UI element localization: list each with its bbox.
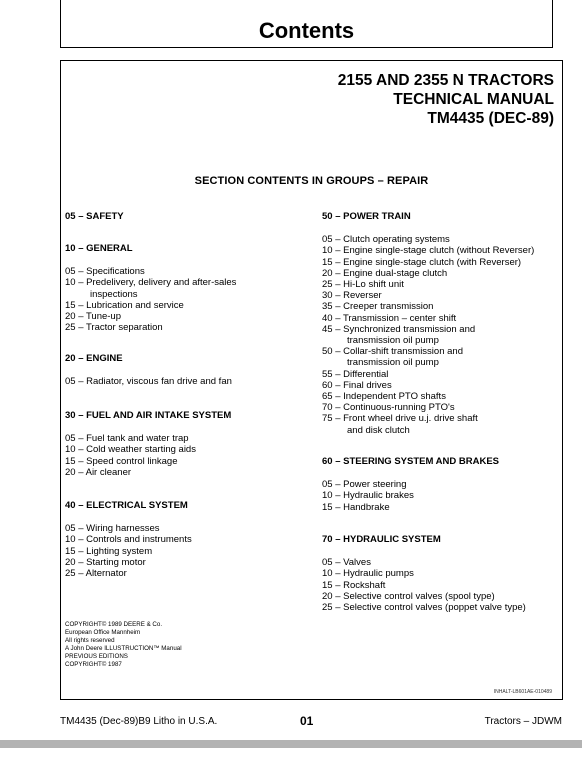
group-title: 05 – SAFETY <box>65 211 124 222</box>
group-30-fuel <box>65 410 231 478</box>
group-title: 40 – ELECTRICAL SYSTEM <box>65 500 188 511</box>
list-item: 75 – Front wheel drive u.j. drive shaft and disk clutch <box>322 413 478 436</box>
list-item: 20 – Starting motor <box>65 556 146 568</box>
image-code: INHALT-LB601AE-010489 <box>493 689 552 695</box>
list-item: 25 – Tractor separation <box>65 322 163 334</box>
list-item: 40 – Transmission – center shift <box>322 312 457 324</box>
contents-box <box>60 60 563 700</box>
group-05-safety <box>65 211 124 234</box>
group-60-steering <box>322 456 499 513</box>
group-20-engine <box>65 353 232 387</box>
list-item: 10 – Hydraulic brakes <box>322 490 414 502</box>
list-item: 25 – Hi-Lo shift unit <box>322 279 404 291</box>
list-item: 20 – Tune-up <box>65 311 121 323</box>
group-70-hydraulic <box>322 534 526 613</box>
copyright-line: European Office Mannheim <box>65 629 141 636</box>
copyright-notice <box>65 621 182 669</box>
list-item: 10 – Controls and instruments <box>65 534 192 546</box>
section-heading: SECTION CONTENTS IN GROUPS – REPAIR <box>194 175 429 187</box>
list-item: 30 – Reverser <box>322 290 382 302</box>
header-line-2: TECHNICAL MANUAL <box>393 91 554 108</box>
list-item: 15 – Speed control linkage <box>65 455 178 467</box>
page-number: 01 <box>300 714 314 728</box>
list-item: 05 – Wiring harnesses <box>65 523 160 535</box>
list-item: 15 – Rockshaft <box>322 579 386 591</box>
group-10-general <box>65 243 236 333</box>
scan-edge <box>0 740 582 774</box>
copyright-line: All rights reserved <box>65 637 115 644</box>
group-title: 70 – HYDRAULIC SYSTEM <box>322 534 441 545</box>
footer-right: Tractors – JDWM <box>484 716 562 727</box>
list-item: 05 – Clutch operating systems <box>322 234 450 246</box>
list-item: 05 – Radiator, viscous fan drive and fan <box>65 376 232 388</box>
list-item: 05 – Power steering <box>322 479 407 491</box>
group-title: 50 – POWER TRAIN <box>322 211 411 222</box>
group-title: 20 – ENGINE <box>65 353 123 364</box>
page-title: Contents <box>258 18 355 43</box>
list-item: 25 – Alternator <box>65 568 127 580</box>
copyright-line: PREVIOUS EDITIONS <box>65 653 128 660</box>
footer-left: TM4435 (Dec-89)B9 Litho in U.S.A. <box>60 716 218 727</box>
title-box <box>60 0 553 48</box>
list-item: 45 – Synchronized transmission and transmission oil pump <box>322 323 476 347</box>
group-title: 30 – FUEL AND AIR INTAKE SYSTEM <box>65 410 232 421</box>
list-item: 70 – Continuous-running PTO's <box>322 402 455 414</box>
header-line-1: 2155 AND 2355 N TRACTORS <box>337 72 554 89</box>
list-item: 50 – Collar-shift transmission and transmission oil pump <box>322 346 463 369</box>
group-50-power-train <box>322 211 534 436</box>
list-item: 10 – Hydraulic pumps <box>322 568 414 580</box>
list-item: 20 – Selective control valves (spool type) <box>322 590 495 602</box>
list-item: 15 – Lighting system <box>65 545 153 557</box>
header-line-3: TM4435 (DEC-89) <box>427 110 554 127</box>
group-40-electrical <box>65 500 192 579</box>
list-item: 10 – Cold weather starting aids <box>65 444 196 456</box>
group-title: 60 – STEERING SYSTEM AND BRAKES <box>322 456 500 467</box>
list-item: 60 – Final drives <box>322 379 392 391</box>
copyright-line: A John Deere ILLUSTRUCTION™ Manual <box>65 645 182 652</box>
list-item: 35 – Creeper transmission <box>322 301 434 313</box>
copyright-line: COPYRIGHT© 1987 <box>65 661 122 668</box>
list-item: 15 – Handbrake <box>322 501 390 513</box>
list-item: 05 – Fuel tank and water trap <box>65 433 189 445</box>
gray-stripe <box>0 740 582 748</box>
group-title: 10 – GENERAL <box>65 243 133 254</box>
list-item: 10 – Predelivery, delivery and after-sales inspections <box>65 277 237 300</box>
list-item: 55 – Differential <box>322 368 389 380</box>
list-item: 15 – Lubrication and service <box>65 299 184 311</box>
list-item: 10 – Engine single-stage clutch (without Reverser) <box>322 245 535 257</box>
list-item: 15 – Engine single-stage clutch (with Reverser) <box>322 256 522 268</box>
list-item: 05 – Specifications <box>65 266 145 278</box>
copyright-line: COPYRIGHT© 1989 DEERE & Co. <box>65 621 163 628</box>
list-item: 65 – Independent PTO shafts <box>322 391 446 403</box>
list-item: 20 – Air cleaner <box>65 466 132 478</box>
list-item: 25 – Selective control valves (poppet valve type) <box>322 602 526 614</box>
list-item: 05 – Valves <box>322 557 371 569</box>
manual-header <box>338 71 554 128</box>
list-item: 20 – Engine dual-stage clutch <box>322 267 448 279</box>
